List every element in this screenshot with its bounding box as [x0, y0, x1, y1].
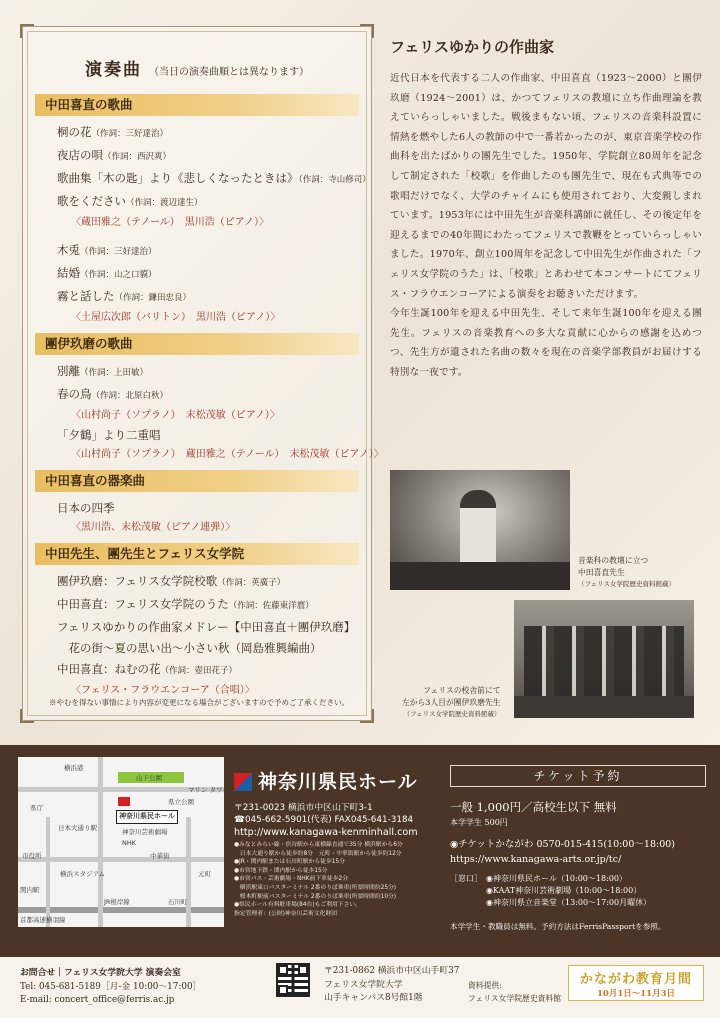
address-line: 〒231-0862 横浜市中区山手町37 — [324, 966, 460, 976]
access-line: 指定管理者：(公財)神奈川芸術文化財団 — [234, 910, 338, 917]
piece-title: 別離 — [57, 364, 80, 378]
ticket-note: 本学学生・教職員は無料。予約方法はFerrisPassportを参照。 — [450, 922, 666, 931]
caption-line: 左から3人目が團伊玖磨先生 — [402, 697, 501, 707]
access-line: 日本大通り駅から徒歩約8分 元町・中華街駅から徒歩約12分 — [234, 850, 402, 857]
access-line: 横浜駅東口バスターミナル 2番のりば乗車(所要時間約25分) — [234, 884, 397, 891]
story-column — [390, 36, 702, 383]
photo-bench — [514, 696, 694, 718]
map-label: 県立公園 — [168, 798, 194, 806]
piece-credit: （作詞：佐藤東洋麿） — [228, 601, 314, 611]
badge-dates: 10月1日〜11月3日 — [597, 989, 675, 999]
program-note: ※やむを得ない事情により内容が変更になる場合がございますので予めご了承ください。 — [49, 698, 349, 707]
program-item — [37, 286, 357, 309]
program-title: 演奏曲 — [84, 60, 142, 80]
piece-title: 春の鳥 — [57, 387, 92, 401]
piece-credit: （作詞：英廣子） — [217, 578, 286, 588]
piece-title: 木兎 — [57, 243, 80, 257]
access-line: ●県民ホール有料駐車場(84台)もご利用下さい。 — [234, 902, 361, 909]
map-label: 中華街 — [150, 852, 170, 860]
program-item — [37, 638, 357, 659]
contact-email[interactable]: E-mail: concert_office@ferris.ac.jp — [20, 995, 175, 1005]
address-line: フェリス女学院大学 — [324, 979, 403, 990]
piece-title: 夜店の唄 — [57, 148, 103, 162]
hall-logo — [234, 767, 449, 794]
hall-address-line: 〒231-0023 横浜市中区山下町3-1 — [234, 803, 373, 813]
performers: 〈フェリス・フラウエンコーア（合唱）〉 — [71, 685, 255, 696]
photo-group-row — [524, 626, 684, 696]
map-label: NHK — [122, 839, 137, 847]
map-label: 市役所 — [22, 852, 42, 860]
piece-credit: （作詞：壺田花子） — [160, 666, 238, 676]
program-subtitle: （当日の演奏曲順とは異なります） — [149, 67, 310, 78]
program-item — [37, 498, 357, 519]
program-item — [37, 122, 357, 145]
photo-group-campus — [514, 600, 694, 718]
contact-info — [20, 967, 201, 1008]
corner-ornament — [360, 24, 374, 38]
photo-nakada-teaching — [390, 470, 570, 590]
access-map — [18, 757, 230, 927]
spacer — [37, 232, 357, 240]
map-label: 横浜港 — [64, 764, 84, 772]
map-label: 首都高速横羽線 — [20, 916, 66, 924]
hall-logo-icon — [234, 773, 252, 791]
map-label: JR根岸線 — [104, 898, 130, 906]
piece-credit: （作詞：渡辺達生） — [126, 198, 203, 208]
piece-title: 團伊玖磨：フェリス女学院校歌 — [57, 574, 218, 588]
caption-line: 音楽科の教壇に立つ — [578, 556, 649, 565]
piece-credit: （作詞：三好達治） — [91, 129, 169, 139]
caption-line: フェリスの校舎前にて — [423, 686, 501, 695]
program-item — [37, 384, 357, 407]
program-item — [37, 617, 357, 638]
info-band — [0, 745, 720, 957]
map-hall-marker — [118, 797, 130, 806]
map-hall-label: 神奈川県民ホール — [116, 810, 178, 824]
program-item — [37, 240, 357, 263]
hall-name: 神奈川県民ホール — [258, 771, 418, 793]
piece-credit: （作詞：西沢爽） — [103, 152, 172, 162]
piece-credit: （作詞：寺山修司） — [298, 175, 371, 185]
ticket-venues — [450, 873, 706, 909]
program-item — [37, 361, 357, 384]
map-label: 石川町 — [168, 898, 188, 906]
story-paragraph: 今年生誕100年を迎える中田先生、そして来年生誕100年を迎える團先生。フェリスの音楽教育への多大な貢献に心からの感謝を込めつつ、先生方が遺された名曲の数々を現在の音楽学部教員がお届けする特別な一夜です。 — [390, 308, 702, 378]
ticket-price-note: 本学学生 500円 — [450, 818, 508, 827]
education-month-badge — [568, 965, 704, 1001]
program-header — [37, 55, 357, 80]
photo-desk — [390, 562, 570, 590]
caption-source: （フェリス女学院歴史資料館蔵） — [578, 580, 676, 588]
contact-label: お問合せ｜フェリス女学院大学 演奏会室 — [20, 968, 181, 978]
program-item — [37, 571, 357, 594]
program-item — [37, 191, 357, 214]
source-label: 資料提供: — [468, 981, 502, 990]
piece-credit: （作詞：三好達治） — [80, 247, 157, 257]
piece-title: 中田喜直：フェリス女学院のうた — [57, 597, 229, 611]
program-item — [37, 594, 357, 617]
caption-line: 中田喜直先生 — [578, 567, 625, 577]
section-heading: 中田喜直の歌曲 — [35, 94, 359, 116]
footer — [0, 957, 720, 1018]
caption-source: （フェリス女学院歴史資料館蔵） — [403, 710, 501, 718]
map-label: 県庁 — [30, 804, 43, 812]
piece-title: 霧と話した — [57, 289, 115, 303]
program-item — [37, 168, 371, 191]
map-road — [98, 757, 103, 927]
qr-finder — [298, 965, 308, 975]
map-label: マリン タワー — [188, 786, 230, 794]
map-label: 元町 — [198, 870, 211, 878]
piece-title: 桐の花 — [57, 125, 92, 139]
qr-finder — [278, 985, 288, 995]
piece-title: 花の街〜夏の思い出〜小さい秋（岡島雅興編曲） — [57, 641, 322, 655]
photo1-caption — [578, 555, 675, 591]
ticket-title: チケット予約 — [450, 765, 706, 787]
ticket-phone[interactable]: ◉チケットかながわ 0570-015-415(10:00〜18:00) — [450, 839, 675, 850]
piece-credit: （作詞：山之口貘） — [80, 270, 157, 280]
address-line: 山手キャンパス8号館1階 — [324, 993, 423, 1003]
piece-credit: （作詞：北原白秋） — [91, 391, 169, 401]
piece-title: 歌をください — [57, 194, 126, 208]
ticket-window-label: ［窓口］ — [450, 874, 482, 883]
program-item — [37, 425, 357, 446]
corner-ornament — [20, 709, 34, 723]
map-label: 神奈川芸術劇場 — [122, 828, 168, 836]
story-paragraph: 近代日本を代表する二人の作曲家、中田喜直（1923〜2000）と團伊玖磨（1924〜2001）は、かつてフェリスの教壇に立ち作曲理論を教えていらっしゃいました。戦後まもない頃、フェリスの音楽科設置に情熱を燃やした6人の教師の中で一番若かったのが、東京音楽学校の作曲科を出たばかりの團先生でした。1950年、学院創立80周年を記念して制定された「校歌」を作曲したのも團先生で、現在も式典等での歌唱だけでなく、大学のチャイムにも使用されており、大変親しまれています。1953年には中田先生が音楽科講師に就任し、その後定年を迎えるまでの40年間にわたってフェリスで教鞭をとっていらっしゃいました。1970年、創立100周年を記念して中田先生が作曲された「フェリス女学院のうた」は、「校歌」とあわせて本コンサートにてフェリス・フラウエンコーアによる演奏をお聴きいただけます。 — [390, 73, 702, 300]
hall-access — [234, 841, 449, 918]
map-label: 横浜スタジアム — [60, 870, 106, 878]
piece-credit: （作詞：鎌田忠良） — [114, 293, 192, 303]
source-name: フェリス女学院歴史資料館 — [468, 994, 562, 1003]
badge-title: かながわ教育月間 — [579, 972, 692, 987]
access-line: 桜木町駅前バスターミナル 2番のりば乗車(所要時間約10分) — [234, 893, 397, 900]
section-heading: 中田先生、團先生とフェリス女学院 — [35, 543, 359, 565]
qr-finder — [278, 965, 288, 975]
hall-url[interactable]: http://www.kanagawa-kenminhall.com — [234, 827, 418, 838]
ticket-url[interactable]: https://www.kanagawa-arts.or.jp/tc/ — [450, 854, 622, 865]
ticket-price: 一般 1,000円／高校生以下 無料 — [450, 800, 617, 814]
hall-address — [234, 802, 449, 826]
performers: 〈黒川浩、末松茂敏（ピアノ連弾）〉 — [71, 522, 236, 533]
corner-ornament — [360, 709, 374, 723]
access-line: ●JR・関内駅または石川町駅から徒歩15分 — [234, 859, 345, 866]
map-road — [46, 817, 50, 927]
story-title: フェリスゆかりの作曲家 — [390, 38, 554, 56]
access-line: ●市営地下鉄・関内駅から徒歩15分 — [234, 867, 328, 874]
map-road — [186, 817, 191, 927]
access-line: ●みなとみらい線・渋谷駅から東横線直通で35分 横浜駅から6分 — [234, 842, 403, 848]
ticket-venue: ◉神奈川県立音楽堂（13:00〜17:00月曜休） — [486, 898, 652, 907]
section-heading: 團伊玖磨の歌曲 — [35, 333, 359, 355]
section-heading: 中田喜直の器楽曲 — [35, 470, 359, 492]
performers: 〈山村尚子（ソプラノ） 末松茂敏（ピアノ）〉 — [71, 410, 280, 421]
contact-tel[interactable]: Tel: 045-681-5189［月-金 10:00〜17:00］ — [20, 981, 202, 992]
hall-tel: ☎045-662-5901(代表) FAX045-641-3184 — [234, 815, 414, 825]
ticket-info — [450, 765, 706, 932]
piece-title: 中田喜直：ねむの花 — [57, 662, 161, 676]
access-line: ●市営バス・芸術劇場・NHK前下車徒歩2分 — [234, 876, 348, 883]
piece-title: 日本の四季 — [57, 501, 115, 515]
performers: 〈蔵田雅之（テノール） 黒川浩（ピアノ）〉 — [71, 217, 269, 228]
university-address — [324, 965, 459, 1006]
program-panel — [22, 26, 384, 721]
map-label: 山下公園 — [136, 774, 162, 782]
photo2-caption — [402, 685, 501, 721]
qr-code-icon[interactable] — [276, 963, 310, 997]
program-item — [37, 263, 357, 286]
performers: 〈山村尚子（ソプラノ） 蔵田雅之（テノール） 末松茂敏（ピアノ）〉 — [71, 449, 384, 460]
corner-ornament — [20, 24, 34, 38]
program-item — [37, 145, 357, 168]
piece-title: フェリスゆかりの作曲家メドレー【中田喜直＋團伊玖磨】 — [57, 620, 356, 634]
piece-title: 歌曲集「木の匙」より《悲しくなったときは》 — [57, 171, 299, 185]
piece-title: 結婚 — [57, 266, 80, 280]
map-label: 関内駅 — [20, 886, 40, 894]
material-source — [468, 979, 561, 1005]
piece-title: 「夕鶴」より二重唱 — [57, 428, 161, 442]
piece-credit: （作詞：上田敏） — [80, 368, 149, 378]
program-sections — [37, 94, 384, 700]
hall-info — [234, 767, 449, 918]
performers: 〈土屋広次郎（バリトン） 黒川浩（ピアノ）〉 — [71, 312, 281, 323]
ticket-venue: ◉神奈川県民ホール（10:00〜18:00） — [486, 874, 627, 883]
program-item — [37, 659, 357, 682]
ticket-venue: ◉KAAT神奈川芸術劇場（10:00〜18:00） — [486, 886, 642, 895]
map-label: 日本大通り駅 — [58, 824, 97, 832]
